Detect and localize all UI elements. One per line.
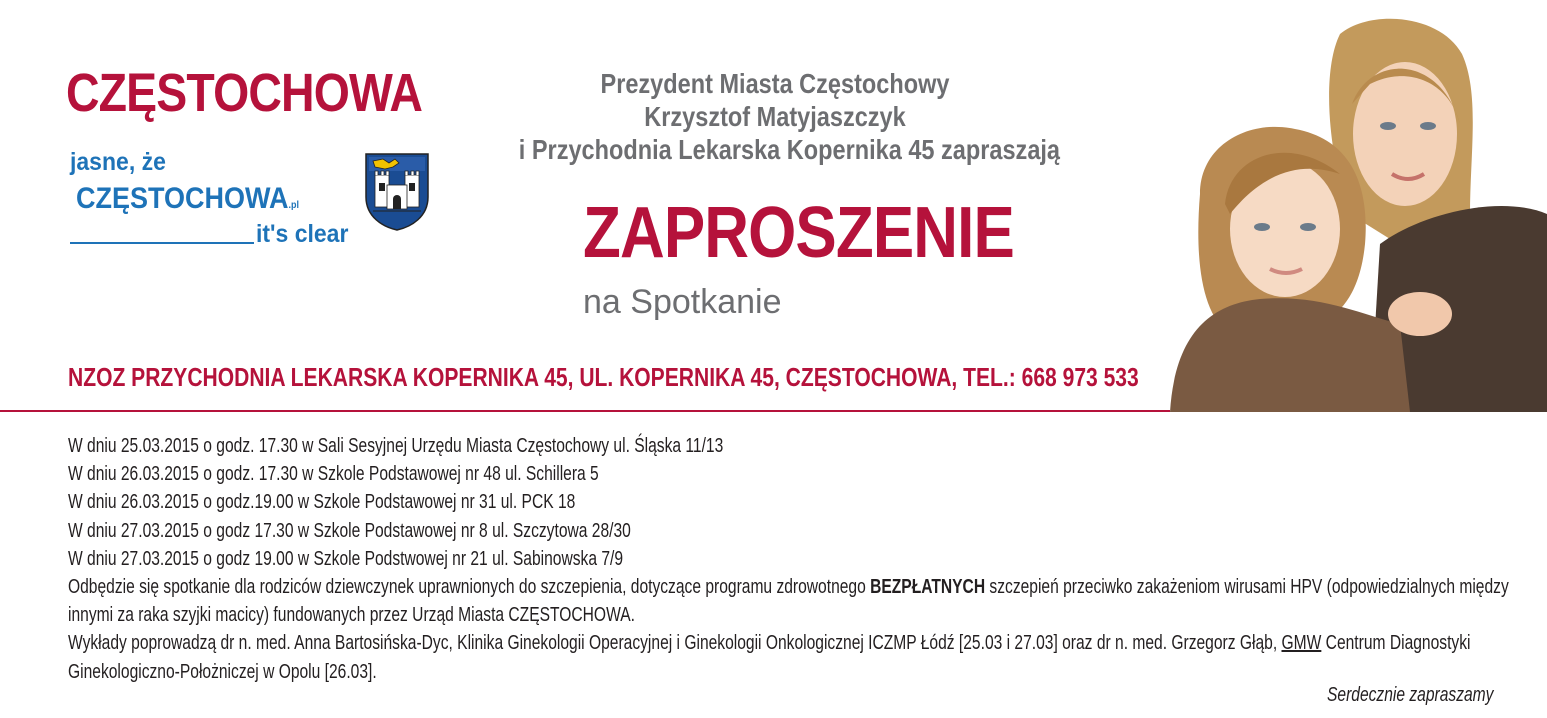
slogan-underline xyxy=(70,242,254,244)
lecturers-underlined: GMW xyxy=(1281,632,1322,655)
invitation-title: ZAPROSZENIE xyxy=(583,193,1014,273)
header-line-3: i Przychodnia Lekarska Kopernika 45 zapraszają xyxy=(518,134,1061,165)
slogan-line-1: jasne, że xyxy=(70,148,166,176)
description-emphasis: BEZPŁATNYCH xyxy=(870,576,986,599)
slogan-city: CZĘSTOCHOWA xyxy=(76,182,289,215)
meeting-line: W dniu 26.03.2015 o godz.19.00 w Szkole Podstawowej nr 31 ul. PCK 18 xyxy=(68,491,576,514)
lecturers-text: Wykłady poprowadzą dr n. med. Anna Bartosińska-Dyc, Klinika Ginekologii Operacyjnej i Ginekologii Onkologicznej ICZMP Łódź [25.03 i 27.03] oraz dr n. med. Grzegorz Głąb, xyxy=(68,632,1282,655)
meeting-line: W dniu 25.03.2015 o godz. 17.30 w Sali Sesyjnej Urzędu Miasta Częstochowy ul. Śląska 11/13 xyxy=(68,435,724,457)
invitation-subtitle: na Spotkanie xyxy=(583,283,782,321)
meeting-line: W dniu 27.03.2015 o godz 19.00 w Szkole Podstwowej nr 21 ul. Sabinowska 7/9 xyxy=(68,547,624,570)
header-line-2: Krzysztof Matyjaszczyk xyxy=(644,101,906,132)
description-text-end: szczepień przeciwko zakażeniom wirusami HPV (odpowiedzialnych między innymi za raka szyjki macicy) fundowanych przez Urząd Miasta CZĘSTOCHOWA. xyxy=(68,576,1509,627)
header-line-1: Prezydent Miasta Częstochowy xyxy=(600,68,950,99)
slogan-line-3: it's clear xyxy=(256,220,349,248)
city-title: CZĘSTOCHOWA xyxy=(66,63,423,123)
clinic-address: NZOZ PRZYCHODNIA LEKARSKA KOPERNIKA 45, UL. KOPERNIKA 45, CZĘSTOCHOWA, TEL.: 668 973 533 xyxy=(68,362,1139,392)
slogan-line-2 xyxy=(76,182,299,216)
lecturers-text-end: Centrum Diagnostyki Ginekologiczno-Położniczej w Opolu [26.03]. xyxy=(68,632,1471,683)
lecturers-info xyxy=(68,629,1511,685)
closing-line: Serdecznie zapraszamy xyxy=(1327,684,1494,706)
slogan-suffix: .pl xyxy=(288,200,300,211)
meeting-line: W dniu 27.03.2015 o godz 17.30 w Szkole Podstawowej nr 8 ul. Szczytowa 28/30 xyxy=(68,519,631,542)
meeting-line: W dniu 26.03.2015 o godz. 17.30 w Szkole Podstawowej nr 48 ul. Schillera 5 xyxy=(68,463,599,486)
mother-daughter-photo xyxy=(1170,14,1547,412)
coat-of-arms-icon xyxy=(365,153,429,231)
city-slogan-logo xyxy=(70,148,370,248)
meeting-details xyxy=(68,432,1508,686)
description-text: Odbędzie się spotkanie dla rodziców dziewczynek uprawnionych do szczepienia, dotyczące programu zdrowotnego xyxy=(68,576,871,599)
program-description xyxy=(68,573,1511,629)
